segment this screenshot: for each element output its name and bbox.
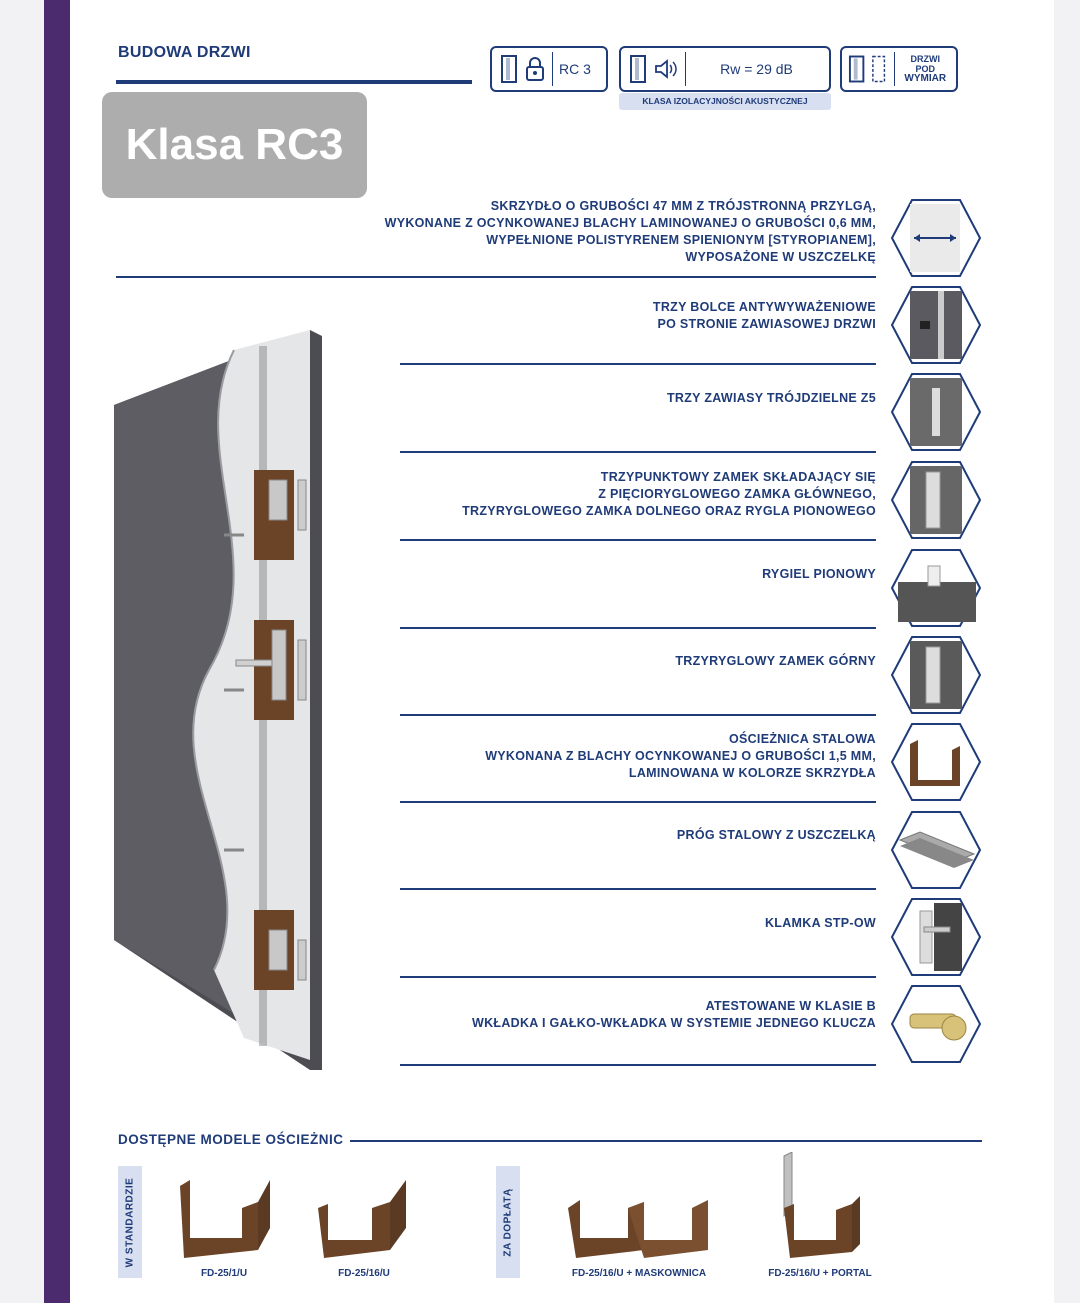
frame-model-label: FD-25/16/U (338, 1268, 390, 1279)
frame-model-fd-25-16-u-maskownica-image (564, 1178, 714, 1262)
section-title: BUDOWA DRZWI (118, 44, 251, 61)
feature-text: RYGIEL PIONOWY (762, 566, 876, 581)
upper-lock-icon (890, 635, 982, 715)
feature-text: OŚCIEŻNICA STALOWA WYKONANA Z BLACHY OCYNKOWANEJ O GRUBOŚCI 1,5 MM, LAMINOWANA W KOLORZE SKRZYDŁA (485, 732, 876, 780)
feature-text: TRZY BOLCE ANTYWYWAŻENIOWE PO STRONIE ZAWIASOWEJ DRZWI (652, 299, 876, 331)
vertical-bolt-icon (890, 548, 982, 628)
door-handle-icon (890, 897, 982, 977)
feature-text: ATESTOWANE W KLASIE B WKŁADKA I GAŁKO-WKŁADKA W SYSTEMIE JEDNEGO KLUCZA (471, 999, 876, 1030)
frame-model-label: FD-25/1/U (200, 1268, 248, 1279)
feature-text: TRZYPUNKTOWY ZAMEK SKŁADAJĄCY SIĘ Z PIĘCIORYGLOWEGO ZAMKA GŁÓWNEGO, TRZYRYGLOWEGO ZAMKA DOLNEGO ORAZ RYGLA PIONOWEGO (462, 469, 876, 518)
frame-model-label: FD-25/16/U + MASKOWNICA (571, 1268, 707, 1279)
custom-size-badge (840, 46, 958, 92)
left-accent-bar (44, 0, 70, 1303)
feature-row (400, 815, 876, 890)
models-title-rule (350, 1140, 982, 1142)
door-cutaway-illustration (114, 330, 324, 1070)
feature-row (400, 990, 876, 1066)
custom-size-text: DRZWI POD WYMIAR (904, 54, 947, 84)
models-title: DOSTĘPNE MODELE OŚCIEŻNIC (118, 1132, 344, 1147)
feature-row (400, 903, 876, 978)
brochure-page (70, 0, 1054, 1303)
acoustic-badge-text: Rw = 29 dB (720, 61, 793, 77)
frame-model-fd-25-16-u-image (314, 1178, 414, 1262)
door-icon (500, 54, 520, 84)
anti-burglary-bolt-icon (890, 285, 982, 365)
feature-row (400, 290, 876, 365)
speaker-sound-icon (653, 57, 679, 81)
three-point-lock-icon (890, 460, 982, 540)
feature-row (400, 728, 876, 803)
padlock-icon (524, 56, 546, 82)
rc3-badge (490, 46, 608, 92)
frame-model-label: FD-25/16/U + PORTAL (768, 1268, 872, 1279)
lock-cylinder-icon (890, 984, 982, 1064)
class-rc3-label: Klasa RC3 (102, 92, 367, 198)
frame-model-fd-25-1-u-image (174, 1178, 274, 1262)
feature-text: PRÓG STALOWY Z USZCZELKĄ (676, 828, 876, 842)
feature-row (400, 378, 876, 453)
hinge-icon (890, 372, 982, 452)
extra-cost-tag: ZA DOPŁATĄ (496, 1166, 520, 1278)
steel-threshold-icon (890, 810, 982, 890)
styrofoam-icon (890, 198, 982, 278)
feature-text: TRZYRYGLOWY ZAMEK GÓRNY (675, 653, 876, 668)
feature-text: SKRZYDŁO O GRUBOŚCI 47 MM Z TRÓJSTRONNĄ PRZYLGĄ, WYKONANE Z OCYNKOWANEJ BLACHY LAMINOWANEJ O GRUBOŚCI 0,6 MM, WYPEŁNIONE POLISTYRENEM SPIENIONYM [STYROPIANEM], WYPOSAŻONE W USZCZELKĘ (384, 199, 876, 264)
feature-row (400, 465, 876, 541)
feature-row (116, 196, 876, 278)
feature-text: KLAMKA STP-OW (764, 916, 876, 930)
frame-model-fd-25-16-u-portal-image (770, 1152, 870, 1262)
standard-tag: W STANDARDZIE (118, 1166, 142, 1278)
acoustic-class-tag: KLASA IZOLACYJNOŚCI AKUSTYCZNEJ (619, 93, 831, 110)
feature-row (400, 553, 876, 629)
steel-frame-icon (890, 722, 982, 802)
door-icon (848, 54, 867, 84)
door-icon (629, 54, 649, 84)
feature-text: TRZY ZAWIASY TRÓJDZIELNE Z5 (666, 391, 876, 405)
title-underline (116, 80, 472, 84)
feature-row (400, 640, 876, 716)
acoustic-badge (619, 46, 831, 92)
door-outline-icon (870, 54, 887, 84)
rc3-badge-text: RC 3 (559, 61, 591, 77)
